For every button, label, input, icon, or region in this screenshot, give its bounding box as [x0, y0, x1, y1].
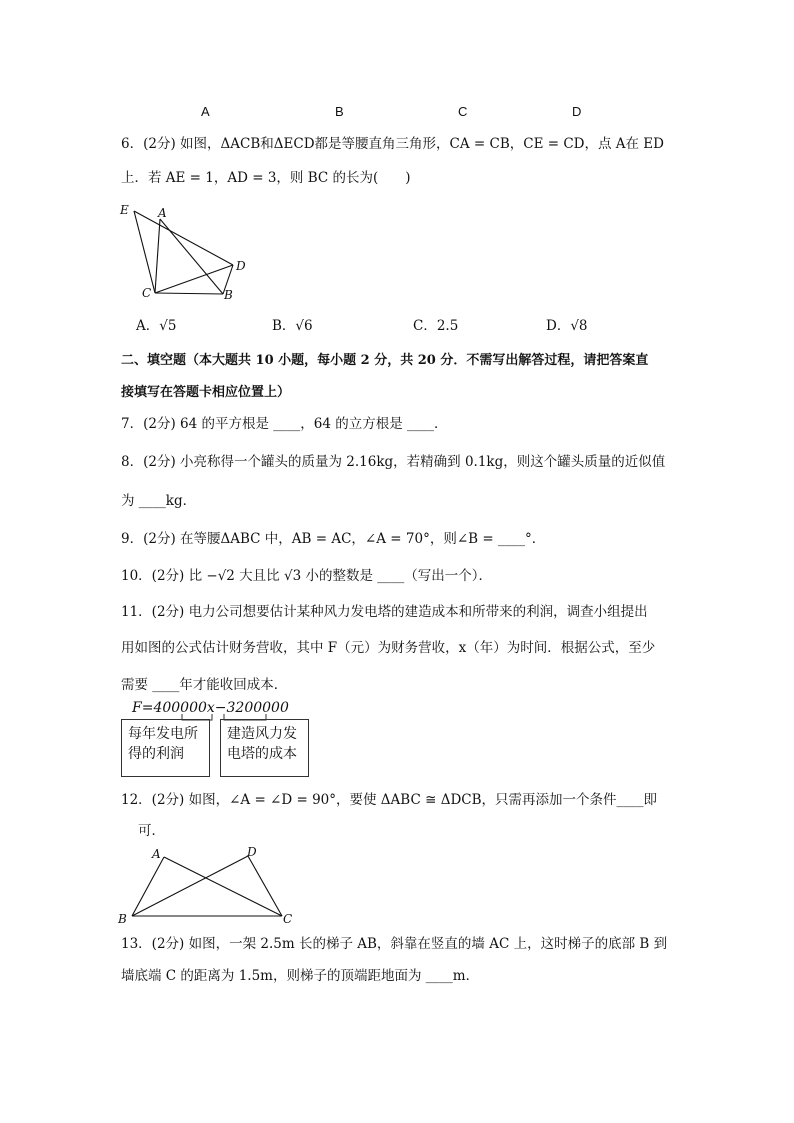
q9-text: 9．(2分) 在等腰ΔABC 中，AB = AC，∠A = 70°，则∠B = ____°． [121, 531, 546, 547]
q11-box-cost [220, 719, 309, 777]
section2-heading-line2: 接填写在答题卡相应位置上） [121, 385, 291, 400]
label-c: C [142, 286, 152, 300]
q11-box2-line2: 电塔的成本 [227, 746, 297, 762]
q8-line2: 为 ____kg． [121, 493, 197, 509]
q6-option-c: C．2.5 [413, 318, 459, 334]
prev-option-b: B [335, 104, 344, 119]
q12-line2: 可． [138, 823, 165, 839]
prev-option-d: D [572, 104, 582, 119]
q6-line2: 上．若 AE = 1，AD = 3，则 BC 的长为( ) [121, 170, 411, 186]
q11-formula: F=400000x−3200000 [132, 700, 289, 716]
q7-text: 7．(2分) 64 的平方根是 ____，64 的立方根是 ____． [121, 416, 448, 432]
q11-line1: 11．(2分) 电力公司想要估计某种风力发电塔的建造成本和所带来的利润，调查小组提出 [121, 604, 648, 620]
q8-line1: 8．(2分) 小亮称得一个罐头的质量为 2.16kg，若精确到 0.1kg，则这个罐头质量的近似值 [121, 454, 666, 470]
label-d: D [247, 845, 257, 859]
q11-box1-line1: 每年发电所 [128, 726, 198, 742]
q6-option-a: A．√5 [136, 318, 177, 334]
label-d: D [236, 259, 246, 273]
q6-prefix: 6．(2分) 如图， [121, 136, 221, 152]
label-b: B [118, 912, 127, 926]
q12-figure [112, 842, 302, 928]
q6-text1: ΔACB和ΔECD都是等腰直角三角形，CA = CB，CE = CD，点 A在 ED [220, 136, 664, 152]
q6-figure [115, 200, 265, 305]
label-e: E [120, 203, 129, 217]
q11-line3: 需要 ____年才能收回成本． [121, 677, 288, 693]
q6-line1 [121, 134, 664, 154]
q11-line2: 用如图的公式估计财务营收，其中 F（元）为财务营收，x（年）为时间．根据公式，至少 [121, 640, 656, 656]
q10-text: 10．(2分) 比 −√2 大且比 √3 小的整数是 ____（写出一个）． [121, 568, 492, 584]
q13-line1: 13．(2分) 如图，一架 2.5m 长的梯子 AB，斜靠在竖直的墙 AC 上，这时梯子的底部 B 到 [121, 936, 668, 952]
label-a: A [152, 847, 161, 861]
q6-option-b: B．√6 [272, 318, 313, 334]
q6-option-d: D．√8 [546, 318, 588, 334]
section2-heading-line1: 二、填空题（本大题共 10 小题，每小题 2 分，共 20 分．不需写出解答过程，请把答案直 [121, 353, 649, 368]
prev-option-a: A [201, 104, 210, 119]
label-b: B [224, 288, 233, 302]
q11-box2-line1: 建造风力发 [227, 726, 297, 742]
q12-line1: 12．(2分) 如图，∠A = ∠D = 90°，要使 ΔABC ≅ ΔDCB，只需再添加一个条件____即 [121, 792, 658, 808]
prev-option-c: C [458, 104, 468, 119]
q11-box1-line2: 得的利润 [128, 746, 184, 762]
label-c: C [283, 912, 293, 926]
q11-box-profit [121, 719, 210, 777]
q13-line2: 墙底端 C 的距离为 1.5m，则梯子的顶端距地面为 ____m． [121, 968, 480, 984]
label-a: A [158, 206, 167, 220]
